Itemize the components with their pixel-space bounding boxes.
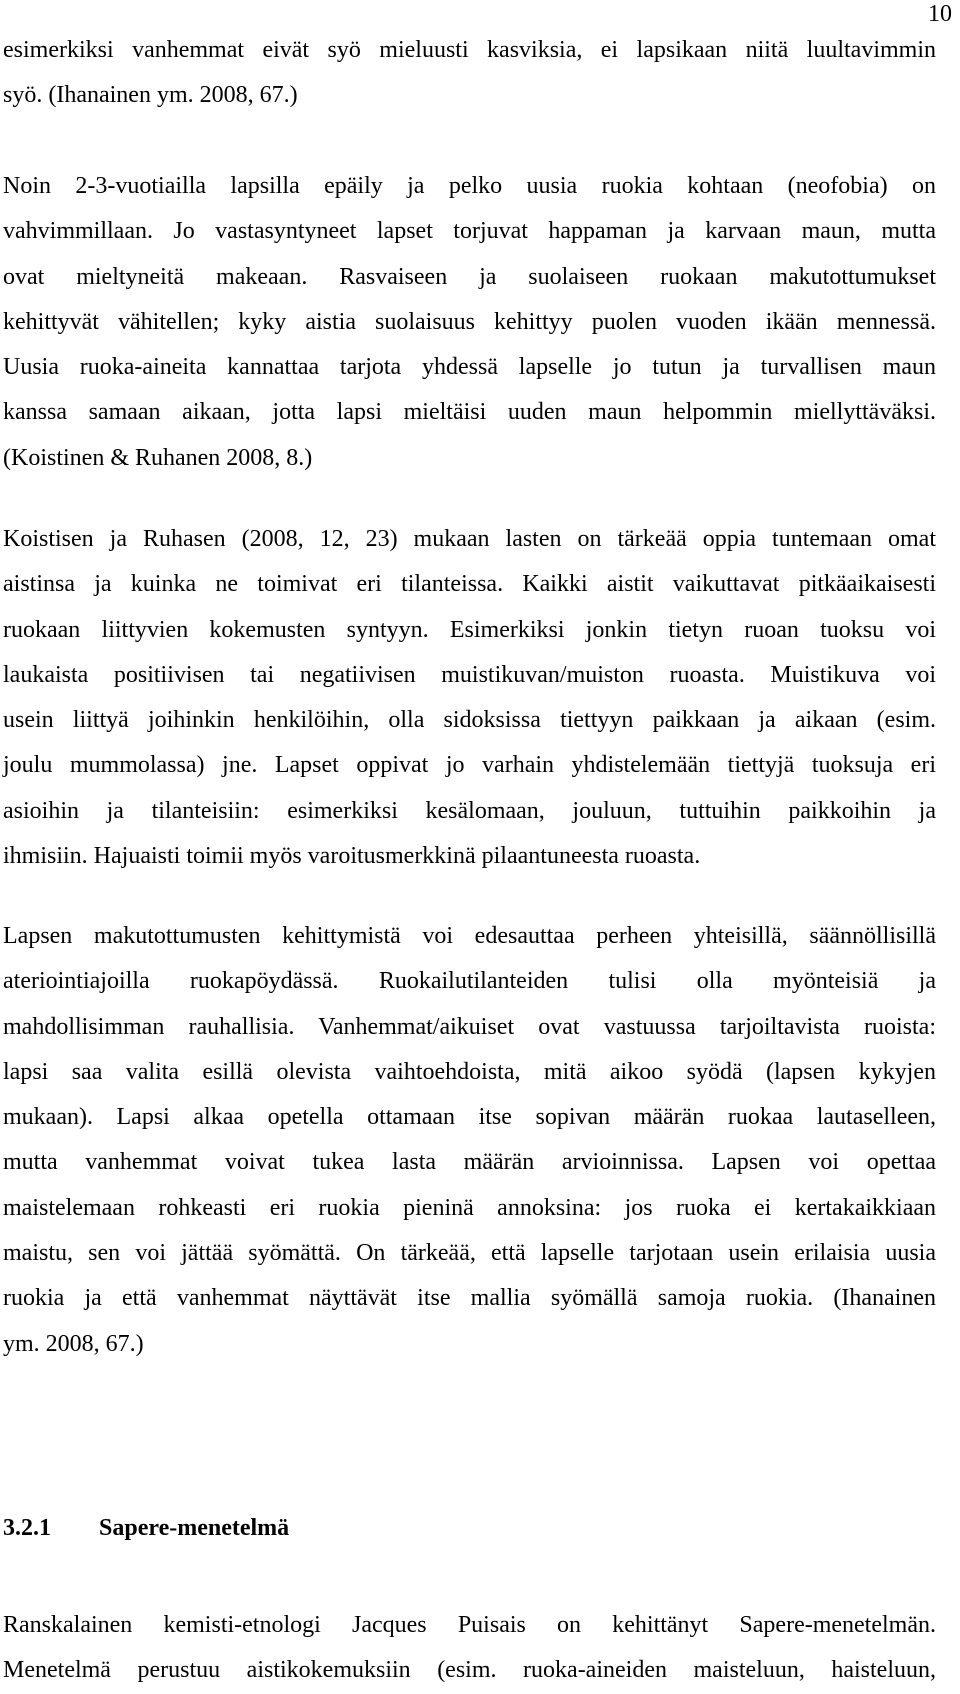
text-line: usein liittyä joihinkin henkilöihin, olla sidoksissa tiettyyn paikkaan ja aikaan (esim.	[3, 707, 936, 734]
text-line: Uusia ruoka-aineita kannattaa tarjota yhdessä lapselle jo tutun ja turvallisen maun	[3, 354, 936, 381]
text-line: maistelemaan rohkeasti eri ruokia pieninä annoksina: jos ruoka ei kertakaikkiaan	[3, 1194, 936, 1221]
text-line: vahvimmillaan. Jo vastasyntyneet lapset torjuvat happaman ja karvaan maun, mutta	[3, 218, 936, 245]
text-line: ateriointiajoilla ruokapöydässä. Ruokailutilanteiden tulisi olla myönteisiä ja	[3, 968, 936, 995]
text-line: asioihin ja tilanteisiin: esimerkiksi kesälomaan, jouluun, tuttuihin paikkoihin ja	[3, 797, 936, 824]
page-number: 10	[928, 1, 952, 27]
text-line: ihmisiin. Hajuaisti toimii myös varoitusmerkkinä pilaantuneesta ruoasta.	[3, 843, 701, 870]
text-line: ovat mieltyneitä makeaan. Rasvaiseen ja suolaiseen ruokaan makutottumukset	[3, 263, 936, 290]
section-title: Sapere-menetelmä	[99, 1515, 290, 1541]
section-heading	[3, 1513, 289, 1543]
paragraph-1	[3, 28, 936, 119]
text-line: (Koistinen & Ruhanen 2008, 8.)	[3, 444, 313, 471]
section-number: 3.2.1	[3, 1515, 51, 1541]
text-line: kehittyvät vähitellen; kyky aistia suolaisuus kehittyy puolen vuoden ikään mennessä.	[3, 308, 936, 335]
text-line: maistu, sen voi jättää syömättä. On tärkeää, että lapselle tarjotaan usein erilaisia uusia	[3, 1240, 936, 1267]
text-line: laukaista positiivisen tai negatiivisen muistikuvan/muiston ruoasta. Muistikuva voi	[3, 661, 936, 688]
text-line: Menetelmä perustuu aistikokemuksiin (esim. ruoka-aineiden maisteluun, haisteluun,	[3, 1657, 936, 1684]
text-line: kanssa samaan aikaan, jotta lapsi mieltäisi uuden maun helpommin miellyttäväksi.	[3, 399, 936, 426]
paragraph-5	[3, 1603, 936, 1694]
paragraph-4	[3, 914, 936, 1367]
paragraph-2	[3, 164, 936, 481]
text-line: lapsi saa valita esillä olevista vaihtoehdoista, mitä aikoo syödä (lapsen kykyjen	[3, 1058, 936, 1085]
text-line: ym. 2008, 67.)	[3, 1330, 144, 1357]
paragraph-3	[3, 517, 936, 879]
text-line: syö. (Ihanainen ym. 2008, 67.)	[3, 82, 298, 109]
text-line: esimerkiksi vanhemmat eivät syö mieluusti kasviksia, ei lapsikaan niitä luultavimmin	[3, 37, 936, 63]
text-line: Koistisen ja Ruhasen (2008, 12, 23) mukaan lasten on tärkeää oppia tuntemaan omat	[3, 526, 936, 552]
text-line: joulu mummolassa) jne. Lapset oppivat jo varhain yhdistelemään tiettyjä tuoksuja eri	[3, 752, 936, 779]
text-line: mutta vanhemmat voivat tukea lasta määrän arvioinnissa. Lapsen voi opettaa	[3, 1149, 936, 1176]
text-line: ruokaan liittyvien kokemusten syntyyn. Esimerkiksi jonkin tietyn ruoan tuoksu voi	[3, 616, 936, 643]
text-line: Noin 2-3-vuotiailla lapsilla epäily ja pelko uusia ruokia kohtaan (neofobia) on	[3, 173, 936, 199]
text-line: Ranskalainen kemisti-etnologi Jacques Puisais on kehittänyt Sapere-menetelmän.	[3, 1612, 936, 1638]
text-line: aistinsa ja kuinka ne toimivat eri tilanteissa. Kaikki aistit vaikuttavat pitkäaikaisesti	[3, 571, 936, 598]
text-line: mahdollisimman rauhallisia. Vanhemmat/aikuiset ovat vastuussa tarjoiltavista ruoista:	[3, 1013, 936, 1040]
text-line: Lapsen makutottumusten kehittymistä voi edesauttaa perheen yhteisillä, säännöllisillä	[3, 923, 936, 949]
text-line: ruokia ja että vanhemmat näyttävät itse mallia syömällä samoja ruokia. (Ihanainen	[3, 1285, 936, 1312]
text-line: mukaan). Lapsi alkaa opetella ottamaan itse sopivan määrän ruokaa lautaselleen,	[3, 1104, 936, 1131]
